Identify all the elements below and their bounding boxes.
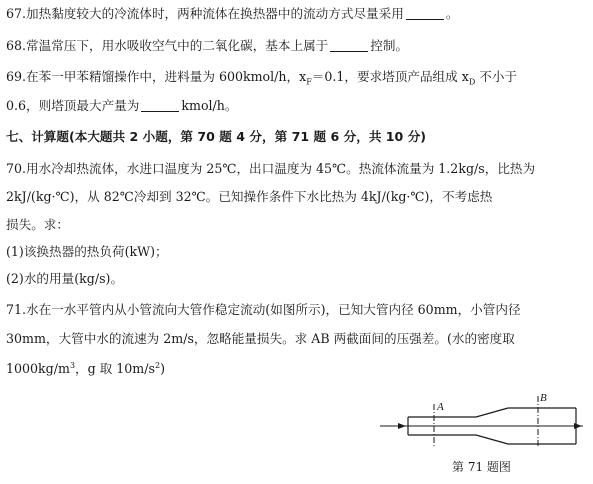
question-67-tail: 。 [445,6,459,21]
question-68-text: 68.常温常压下，用水吸收空气中的二氧化碳，基本上属于 [6,38,329,53]
q69-sub-d: D [468,77,476,87]
q69-text-a: 69.在苯一甲苯精馏操作中，进料量为 600kmol/h，x [6,69,307,84]
answer-blank[interactable] [141,99,179,112]
q69-text-b: ＝0.1，要求塔顶产品组成 x [311,69,469,84]
pipe-diagram [378,388,588,450]
answer-blank[interactable] [330,39,368,52]
reducer-top [476,408,508,417]
reducer-bottom [476,435,508,444]
flow-arrow-icon [398,423,406,429]
question-69-line2 [6,98,238,114]
q71-text-c: ) [160,361,165,377]
section-b-label: B [540,392,547,404]
question-70-sub2: (2)水的用量(kg/s)。 [6,271,124,286]
question-69-line1 [6,69,517,91]
section-a-label: A [437,401,444,413]
q69-text-d: 0.6，则塔顶最大产量为 [6,98,140,113]
question-67 [6,6,458,22]
question-71-line3 [6,358,165,377]
q71-sup-3: 3 [69,361,76,370]
question-70-sub1: (1)该换热器的热负荷(kW)； [6,244,168,259]
figure-caption: 第 71 题图 [452,460,511,474]
answer-blank[interactable] [406,7,444,20]
q69-text-c: 不小于 [475,69,518,84]
section-7-title: 七、计算题(本大题共 2 小题，第 70 题 4 分，第 71 题 6 分，共 10 分) [6,129,427,144]
q71-text-a: 1000kg/m [6,361,70,377]
question-70-line1: 70.用水冷却热流体，水进口温度为 25℃，出口温度为 45℃。热流体流量为 1.2kg/s，比热为 [6,161,536,176]
q69-text-e: kmol/h。 [181,98,238,113]
question-67-text: 67.加热黏度较大的冷流体时，两种流体在换热器中的流动方式尽量采用 [6,6,404,21]
question-68 [6,38,408,54]
flow-arrow-icon [574,423,582,429]
question-70-line2: 2kJ/(kg·℃)，从 82℃冷却到 32℃。已知操作条件下水比热为 4kJ/(kg·℃)，不考虑热 [6,189,493,204]
q71-sup-2: 2 [154,361,161,370]
question-70-line3: 损失。求： [6,217,69,232]
q69-sub-f: F [306,77,312,87]
question-68-tail: 控制。 [370,38,409,53]
question-71-line2: 30mm，大管中水的流速为 2m/s，忽略能量损失。求 AB 两截面间的压强差。(水的密度取 [6,331,515,346]
question-71-line1: 71.水在一水平管内从小管流向大管作稳定流动(如图所示)，已知大管内径 60mm，小管内径 [6,302,521,317]
q71-text-b: ，g 取 10m/s [75,361,155,377]
